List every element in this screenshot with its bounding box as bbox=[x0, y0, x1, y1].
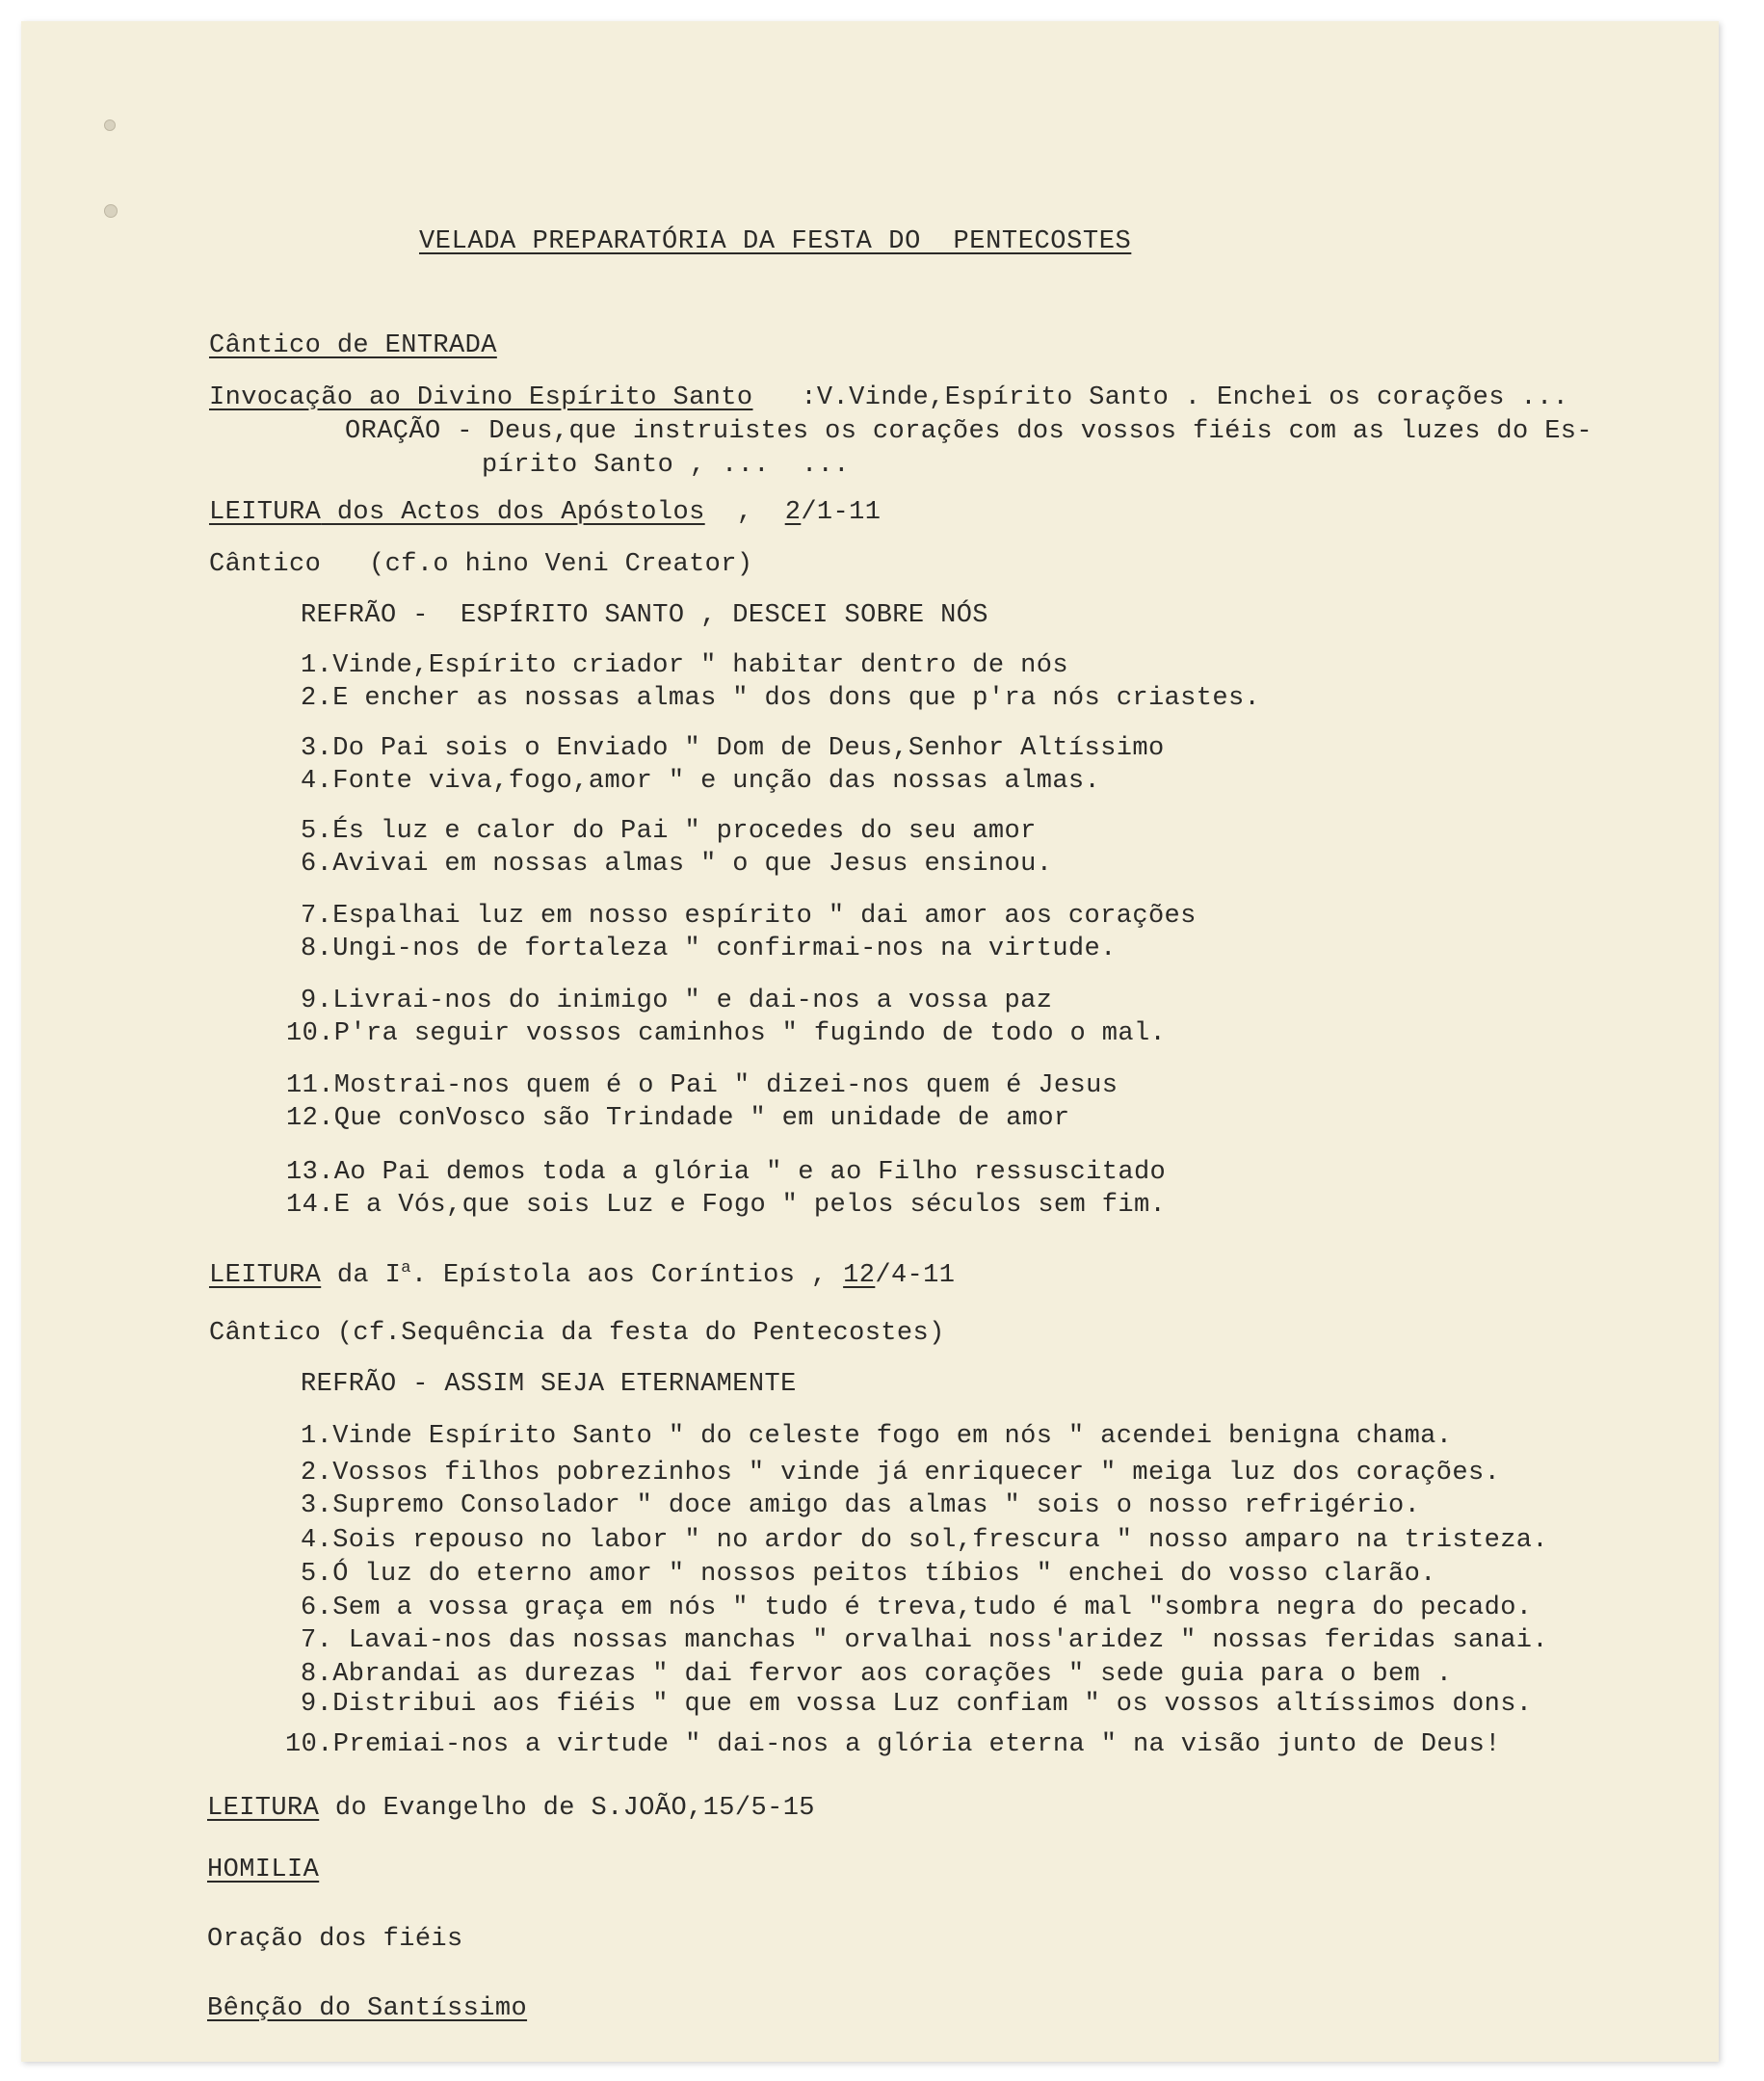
prayer-line bbox=[345, 415, 1593, 448]
song2-title: Cântico (cf.Sequência da festa do Pentecostes) bbox=[209, 1319, 945, 1348]
song1-verse: 11.Mostrai-nos quem é o Pai " dizei-nos quem é Jesus bbox=[286, 1071, 1119, 1100]
invocation-heading: Invocação ao Divino Espírito Santo bbox=[209, 383, 753, 412]
song1-verse: 1.Vinde,Espírito criador " habitar dentro de nós bbox=[301, 651, 1068, 680]
song1-verse: 14.E a Vós,que sois Luz e Fogo " pelos séculos sem fim. bbox=[286, 1191, 1167, 1220]
song2-verse: 10.Premiai-nos a virtude " dai-nos a glória eterna " na visão junto de Deus! bbox=[285, 1730, 1501, 1759]
reading-label: LEITURA bbox=[209, 1261, 322, 1290]
song1-verse: 12.Que conVosco são Trindade " em unidade de amor bbox=[286, 1104, 1070, 1133]
prayer-label: ORAÇÃO bbox=[345, 417, 441, 446]
song2-verse: 7. Lavai-nos das nossas manchas " orvalhai noss'aridez " nossas feridas sanai. bbox=[301, 1626, 1549, 1655]
song2-verse: 8.Abrandai as durezas " dai fervor aos corações " sede guia para o bem . bbox=[301, 1660, 1453, 1689]
reading-corinthians bbox=[209, 1252, 955, 1292]
song2-verse: 4.Sois repouso no labor " no ardor do sol,frescura " nosso amparo na tristeza. bbox=[301, 1526, 1549, 1555]
reading-acts-sep: , bbox=[704, 498, 785, 527]
song1-verse: 13.Ao Pai demos toda a glória " e ao Filho ressuscitado bbox=[286, 1158, 1167, 1187]
song1-verse: 6.Avivai em nossas almas " o que Jesus ensinou. bbox=[301, 850, 1053, 879]
punch-hole-mark bbox=[104, 204, 118, 218]
reading-label: LEITURA bbox=[207, 1794, 320, 1823]
document-page bbox=[21, 21, 1719, 2062]
homily-heading: HOMILIA bbox=[207, 1856, 320, 1884]
reading-gospel-text: do Evangelho de S.JOÃO,15/5-15 bbox=[319, 1794, 815, 1823]
song2-verse: 3.Supremo Consolador " doce amigo das almas " sois o nosso refrigério. bbox=[301, 1491, 1421, 1520]
reading-acts-ref-chapter: 2 bbox=[784, 498, 802, 527]
reading-corinthians-ref-chapter: 12 bbox=[843, 1261, 876, 1290]
page-title: VELADA PREPARATÓRIA DA FESTA DO PENTECOSTES bbox=[419, 227, 1132, 256]
reading-acts-text: dos Actos dos Apóstolos bbox=[321, 498, 705, 527]
song1-verse: 3.Do Pai sois o Enviado " Dom de Deus,Senhor Altíssimo bbox=[301, 734, 1165, 763]
reading-corinthians-ref-verses: /4-11 bbox=[875, 1261, 956, 1290]
song2-verse: 1.Vinde Espírito Santo " do celeste fogo em nós " acendei benigna chama. bbox=[301, 1422, 1453, 1451]
song1-title: Cântico (cf.o hino Veni Creator) bbox=[209, 550, 753, 579]
song2-verse: 6.Sem a vossa graça em nós " tudo é treva,tudo é mal "sombra negra do pecado. bbox=[301, 1594, 1533, 1622]
song2-verse: 2.Vossos filhos pobrezinhos " vinde já enriquecer " meiga luz dos corações. bbox=[301, 1459, 1501, 1488]
song1-verse: 7.Espalhai luz em nosso espírito " dai amor aos corações bbox=[301, 902, 1197, 931]
reading-acts bbox=[209, 496, 881, 529]
reading-corinthians-text-2: . Epístola aos Coríntios , bbox=[410, 1261, 844, 1290]
blessing-heading: Bênção do Santíssimo bbox=[207, 1994, 528, 2023]
song2-refrain: REFRÃO - ASSIM SEJA ETERNAMENTE bbox=[301, 1370, 797, 1399]
prayer-text-2: pírito Santo , ... ... bbox=[482, 451, 850, 480]
invocation-line bbox=[209, 382, 1568, 414]
song1-verse: 8.Ungi-nos de fortaleza " confirmai-nos na virtude. bbox=[301, 935, 1117, 963]
song1-verse: 4.Fonte viva,fogo,amor " e unção das nossas almas. bbox=[301, 767, 1101, 796]
song1-verse: 10.P'ra seguir vossos caminhos " fugindo de todo o mal. bbox=[286, 1019, 1167, 1048]
invocation-verse: :V.Vinde,Espírito Santo . Enchei os corações ... bbox=[801, 383, 1569, 412]
reading-label: LEITURA bbox=[209, 498, 322, 527]
ordinal-superscript: a bbox=[401, 1259, 411, 1278]
song2-verse: 9.Distribui aos fiéis " que em vossa Luz confiam " os vossos altíssimos dons. bbox=[301, 1690, 1533, 1719]
song1-verse: 2.E encher as nossas almas " dos dons que p'ra nós criastes. bbox=[301, 684, 1261, 713]
song2-verse: 5.Ó luz do eterno amor " nossos peitos tíbios " enchei do vosso clarão. bbox=[301, 1560, 1436, 1589]
entrance-song-heading: Cântico de ENTRADA bbox=[209, 331, 497, 360]
song1-verse: 5.És luz e calor do Pai " procedes do seu amor bbox=[301, 817, 1037, 846]
song1-refrain: REFRÃO - ESPÍRITO SANTO , DESCEI SOBRE NÓS bbox=[301, 601, 988, 630]
prayer-of-faithful: Oração dos fiéis bbox=[207, 1925, 463, 1954]
song1-verse: 9.Livrai-nos do inimigo " e dai-nos a vossa paz bbox=[301, 987, 1053, 1015]
reading-gospel bbox=[207, 1792, 815, 1825]
prayer-text-1: - Deus,que instruistes os corações dos vossos fiéis com as luzes do Es- bbox=[440, 417, 1593, 446]
reading-acts-ref-verses: /1-11 bbox=[801, 498, 882, 527]
punch-hole-mark bbox=[104, 119, 116, 131]
reading-corinthians-text: da I bbox=[321, 1261, 402, 1290]
